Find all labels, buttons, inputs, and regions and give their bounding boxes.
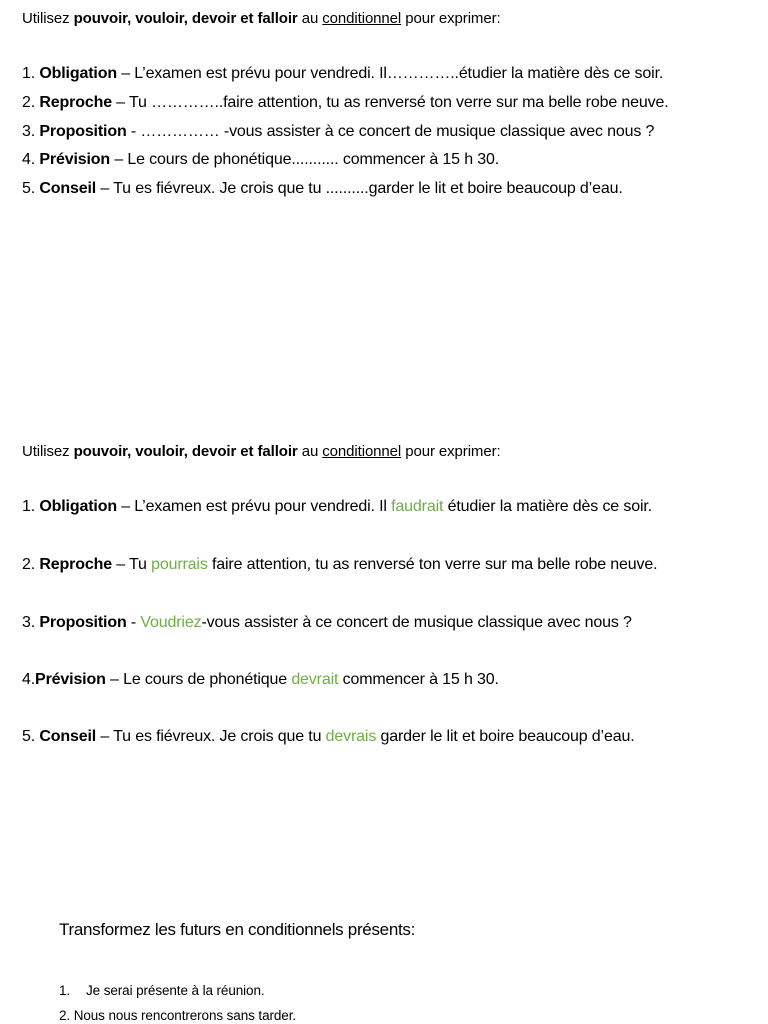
exercise1-instruction (22, 10, 501, 27)
instruction-mode: conditionnel (322, 443, 402, 460)
question-1 (22, 65, 663, 83)
instruction-prefix: Utilisez (22, 10, 74, 27)
instruction-mode: conditionnel (322, 10, 402, 27)
answer-after: commencer à 15 h 30. (338, 671, 499, 688)
answer-number: 2. (22, 556, 40, 573)
answer-before: – Tu (111, 556, 152, 573)
answer-word: devrais (325, 728, 377, 745)
answer-line-5 (22, 728, 635, 746)
exercise2-item-number: 1. (59, 983, 71, 998)
exercise2-title: Transformez les futurs en conditionnels présents: (59, 920, 416, 939)
answers-instruction (22, 443, 501, 460)
exercise2-item-1 (59, 983, 265, 998)
exercise2-item-text: Nous nous rencontrerons sans tarder. (73, 1008, 296, 1023)
instruction-mid: au (297, 10, 323, 27)
answer-number: 3. (22, 614, 40, 631)
question-number: 2. (22, 94, 40, 111)
answer-after: étudier la matière dès ce soir. (443, 498, 652, 515)
exercise2-item-text: Je serai présente à la réunion. (86, 983, 265, 998)
answer-label: Obligation (39, 498, 117, 515)
answer-word: pourrais (151, 556, 208, 573)
answer-before: - (126, 614, 141, 631)
answer-label: Conseil (39, 728, 97, 745)
question-number: 1. (22, 65, 40, 82)
question-number: 4. (22, 151, 40, 168)
question-3 (22, 123, 654, 141)
instruction-prefix: Utilisez (22, 443, 74, 460)
answer-word: Voudriez (140, 614, 202, 631)
answer-line-3 (22, 614, 632, 632)
question-label: Conseil (39, 180, 97, 197)
answer-after: garder le lit et boire beaucoup d’eau. (376, 728, 635, 745)
answer-word: devrait (291, 671, 339, 688)
answer-after: -vous assister à ce concert de musique classique avec nous ? (201, 614, 632, 631)
question-text: – Le cours de phonétique........... commencer à 15 h 30. (110, 151, 500, 168)
instruction-mid: au (297, 443, 323, 460)
question-2 (22, 94, 669, 112)
question-text: - …………… -vous assister à ce concert de musique classique avec nous ? (126, 123, 655, 140)
answer-number: 1. (22, 498, 40, 515)
question-number: 3. (22, 123, 40, 140)
question-5 (22, 180, 623, 198)
answer-number: 4. (22, 671, 36, 688)
answer-label: Reproche (39, 556, 112, 573)
question-number: 5. (22, 180, 40, 197)
answer-before: – Tu es fiévreux. Je crois que tu (96, 728, 326, 745)
answer-line-1 (22, 498, 652, 516)
question-label: Prévision (39, 151, 111, 168)
instruction-suffix: pour exprimer: (401, 443, 501, 460)
answer-before: – Le cours de phonétique (105, 671, 292, 688)
answer-before: – L’examen est prévu pour vendredi. Il (116, 498, 392, 515)
answer-label: Proposition (39, 614, 127, 631)
answer-number: 5. (22, 728, 40, 745)
question-label: Obligation (39, 65, 117, 82)
instruction-suffix: pour exprimer: (401, 10, 501, 27)
exercise2-item-2 (59, 1008, 296, 1023)
question-label: Proposition (39, 123, 127, 140)
exercise2-item-number: 2. (59, 1008, 71, 1023)
question-text: – L’examen est prévu pour vendredi. Il…………..étudier la matière dès ce soir. (116, 65, 664, 82)
instruction-verbs: pouvoir, vouloir, devoir et falloir (73, 10, 298, 27)
question-text: – Tu …………..faire attention, tu as renversé ton verre sur ma belle robe neuve. (111, 94, 669, 111)
answer-line-4 (22, 671, 499, 689)
answer-after: faire attention, tu as renversé ton verre sur ma belle robe neuve. (207, 556, 658, 573)
question-text: – Tu es fiévreux. Je crois que tu ..........garder le lit et boire beaucoup d’eau. (96, 180, 623, 197)
answer-line-2 (22, 556, 657, 574)
answer-word: faudrait (391, 498, 444, 515)
instruction-verbs: pouvoir, vouloir, devoir et falloir (73, 443, 298, 460)
question-label: Reproche (39, 94, 112, 111)
answer-label: Prévision (35, 671, 106, 688)
question-4 (22, 151, 499, 169)
